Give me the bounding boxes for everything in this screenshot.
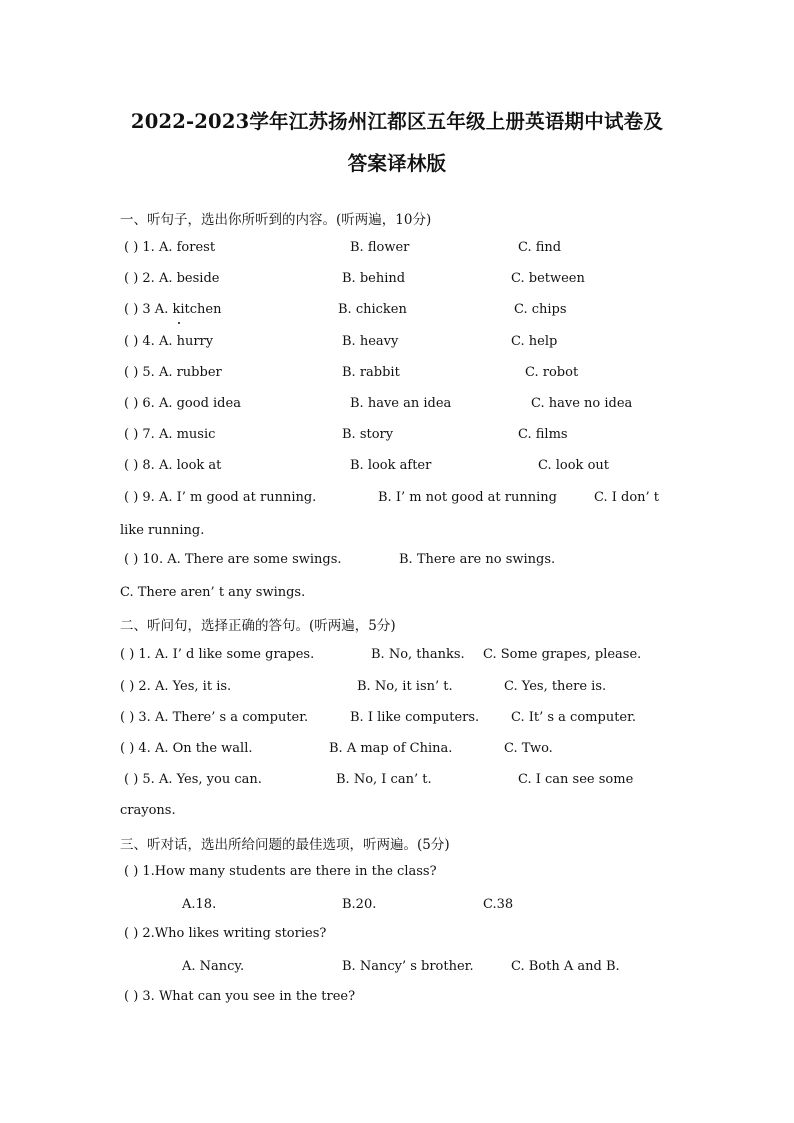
section-heading-part3: 三、听对话，选出所给问题的最佳选项，听两遍。(5分) [120, 837, 450, 853]
stray-dot-mark [178, 322, 180, 324]
option-c: C. have no idea [531, 396, 633, 411]
page-title-line-1: 2022-2023学年江苏扬州江都区五年级上册英语期中试卷及 [130, 110, 664, 133]
option-c: C. films [518, 427, 568, 442]
option-c: C. I can see some [518, 772, 634, 787]
option-a: ( ) 6. A. good idea [124, 396, 241, 411]
option-b: B. rabbit [342, 365, 400, 380]
option-b: B. heavy [342, 334, 399, 349]
question-continuation: crayons. [120, 803, 176, 818]
option-c: C. chips [514, 302, 567, 317]
option-c: C. find [518, 240, 562, 255]
option-b: B.20. [342, 897, 377, 912]
option-b: B. have an idea [350, 396, 452, 411]
question-3: ( ) 3. What can you see in the tree? [124, 989, 356, 1004]
option-a: ( ) 4. A. On the wall. [120, 741, 253, 756]
option-a: A. Nancy. [182, 959, 245, 974]
option-b: B. There are no swings. [399, 552, 556, 567]
option-a: ( ) 1. A. I’ d like some grapes. [120, 647, 315, 662]
option-a: ( ) 2. A. beside [124, 271, 220, 286]
option-a: ( ) 9. A. I’ m good at running. [124, 490, 317, 505]
option-c: C. Yes, there is. [504, 679, 607, 694]
option-b: B. No, it isn’ t. [357, 679, 453, 694]
option-b: B. flower [350, 240, 410, 255]
option-a: ( ) 1. A. forest [124, 240, 216, 255]
page-title-line-2: 答案译林版 [347, 152, 447, 175]
option-a: A.18. [182, 897, 217, 912]
option-a: ( ) 4. A. hurry [124, 334, 214, 349]
option-c: C. help [511, 334, 558, 349]
question-2: ( ) 2.Who likes writing stories? [124, 926, 327, 941]
option-b: B. behind [342, 271, 406, 286]
option-c: C. Two. [504, 741, 553, 756]
option-a: ( ) 5. A. Yes, you can. [124, 772, 262, 787]
option-b: B. A map of China. [329, 741, 453, 756]
option-b: B. story [342, 427, 394, 442]
option-c: C. Both A and B. [511, 959, 620, 974]
option-a: ( ) 2. A. Yes, it is. [120, 679, 232, 694]
option-c: C. between [511, 271, 585, 286]
option-a: ( ) 7. A. music [124, 427, 216, 442]
option-b: B. No, I can’ t. [336, 772, 432, 787]
option-c: C. It’ s a computer. [511, 710, 637, 725]
option-a: ( ) 3 A. kitchen [124, 302, 222, 317]
question-continuation: C. There aren’ t any swings. [120, 585, 306, 600]
section-heading-part2: 二、听问句，选择正确的答句。(听两遍，5分) [120, 618, 396, 634]
section-heading-part1: 一、听句子，选出你所听到的内容。(听两遍，10分) [120, 212, 432, 228]
option-a: ( ) 5. A. rubber [124, 365, 222, 380]
option-b: B. I like computers. [350, 710, 480, 725]
option-c: C. I don’ t [594, 490, 660, 505]
option-a: ( ) 10. A. There are some swings. [124, 552, 342, 567]
option-b: B. No, thanks. [371, 647, 465, 662]
option-a: ( ) 3. A. There’ s a computer. [120, 710, 309, 725]
option-a: ( ) 8. A. look at [124, 458, 222, 473]
option-c: C. robot [525, 365, 579, 380]
option-b: B. Nancy’ s brother. [342, 959, 474, 974]
option-b: B. I’ m not good at running [378, 490, 557, 505]
option-c: C. look out [538, 458, 609, 473]
option-c: C. Some grapes, please. [483, 647, 642, 662]
question-1: ( ) 1.How many students are there in the class? [124, 864, 437, 879]
option-c: C.38 [483, 897, 514, 912]
option-b: B. look after [350, 458, 432, 473]
question-continuation: like running. [120, 523, 205, 538]
option-b: B. chicken [338, 302, 407, 317]
